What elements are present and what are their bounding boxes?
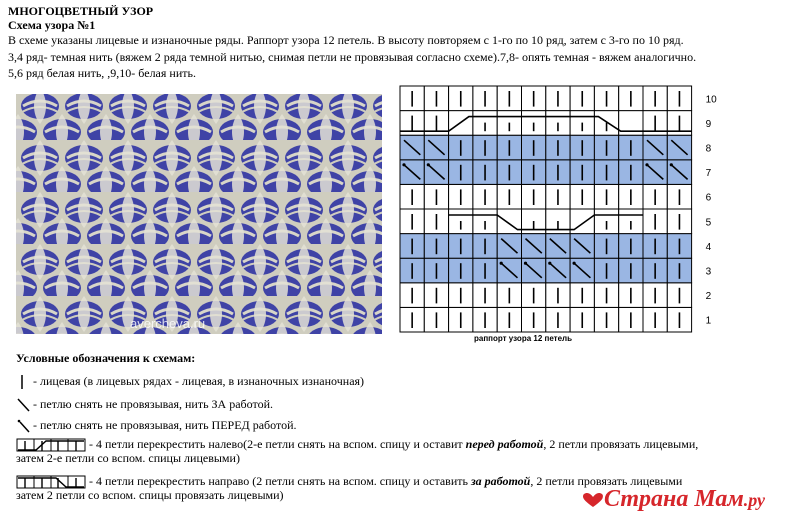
slip-front-dot: [500, 262, 503, 265]
cross-left-text-1: - 4 петли перекрестить налево(2-е петли снять на вспом. спицу и оставит: [89, 437, 466, 451]
knitting-chart: [392, 84, 722, 344]
site-logo-text: Страна Мам: [604, 486, 744, 512]
row-number: 3: [705, 266, 712, 278]
slip-front-dot: [645, 163, 648, 166]
heart-icon: [582, 492, 604, 508]
row-number: 9: [705, 118, 712, 130]
slip-front-dot: [573, 262, 576, 265]
row-number: 8: [705, 143, 712, 155]
legend-item-slip-back: [16, 397, 273, 413]
legend-item-slip-back-text: - петлю снять не провязывая, нить ЗА работой.: [33, 396, 273, 411]
cross-left-icon: [16, 438, 86, 452]
slip-front-dot: [524, 262, 527, 265]
slip-front-dot: [548, 262, 551, 265]
legend-item-knit-text: - лицевая (в лицевых рядах - лицевая, в изнаночных изнаночная): [33, 373, 365, 388]
legend-item-cross-left: [16, 438, 698, 465]
photo-watermark: avercheva.ru: [130, 316, 206, 331]
row-number: 1: [705, 315, 712, 327]
cross-right-text-3: затем 2 петли со вспом. спицы провязать лицевыми): [16, 488, 284, 503]
row-number: 7: [705, 168, 712, 180]
legend-item-knit: [16, 374, 364, 390]
row-number: 4: [705, 241, 712, 253]
knit-sample-photo: [16, 94, 382, 334]
cross-left-text-2: , 2 петли провязать лицевыми,: [543, 437, 699, 451]
page-subtitle: Схема узора №1: [8, 18, 96, 32]
slip-front-dot: [670, 163, 673, 166]
cross-right-icon: [16, 475, 86, 489]
legend-item-slip-front: [16, 418, 297, 434]
page-title: МНОГОЦВЕТНЫЙ УЗОР: [8, 4, 154, 18]
row-number: 5: [705, 217, 712, 229]
cross-right-text-1: - 4 петли перекрестить направо (2 петли снять на вспом. спицу и оставить: [89, 474, 471, 488]
legend-heading: Условные обозначения к схемам:: [16, 351, 196, 365]
site-logo-suffix: .ру: [743, 490, 766, 510]
slip-front-dot: [427, 163, 430, 166]
slip-back-icon: [16, 397, 30, 413]
description-line-1: В схеме указаны лицевые и изнаночные ряды. Раппорт узора 12 петель. В высоту повторяем с 1-го по 10 ряд, затем с 3-го по 10 ряд.: [8, 33, 684, 47]
description-line-2: 3,4 ряд- темная нить (вяжем 2 ряда темной нитью, снимая петли не провязывая согласно схеме).7,8- опять темная - вяжем аналогично.: [8, 50, 697, 64]
row-number: 10: [705, 94, 717, 106]
cross-left-emph: перед работой: [465, 437, 544, 451]
cross-right-emph: за работой: [470, 474, 531, 488]
cross-right-text-2: , 2 петли провязать лицевыми: [530, 474, 683, 488]
slip-front-dot: [402, 163, 405, 166]
chart-caption: раппорт узора 12 петель: [474, 334, 573, 343]
row-number: 6: [705, 192, 712, 204]
slip-front-icon: [16, 418, 30, 434]
site-logo: [582, 486, 765, 513]
legend-item-slip-front-text: - петлю снять не провязывая, нить ПЕРЕД работой.: [33, 417, 297, 432]
knit-stitch-icon: [16, 374, 30, 390]
row-number: 2: [705, 291, 712, 303]
description-line-3: 5,6 ряд белая нить, ,9,10- белая нить.: [8, 66, 196, 80]
cross-left-text-3: затем 2-е петли со вспом. спицы лицевыми): [16, 451, 240, 466]
